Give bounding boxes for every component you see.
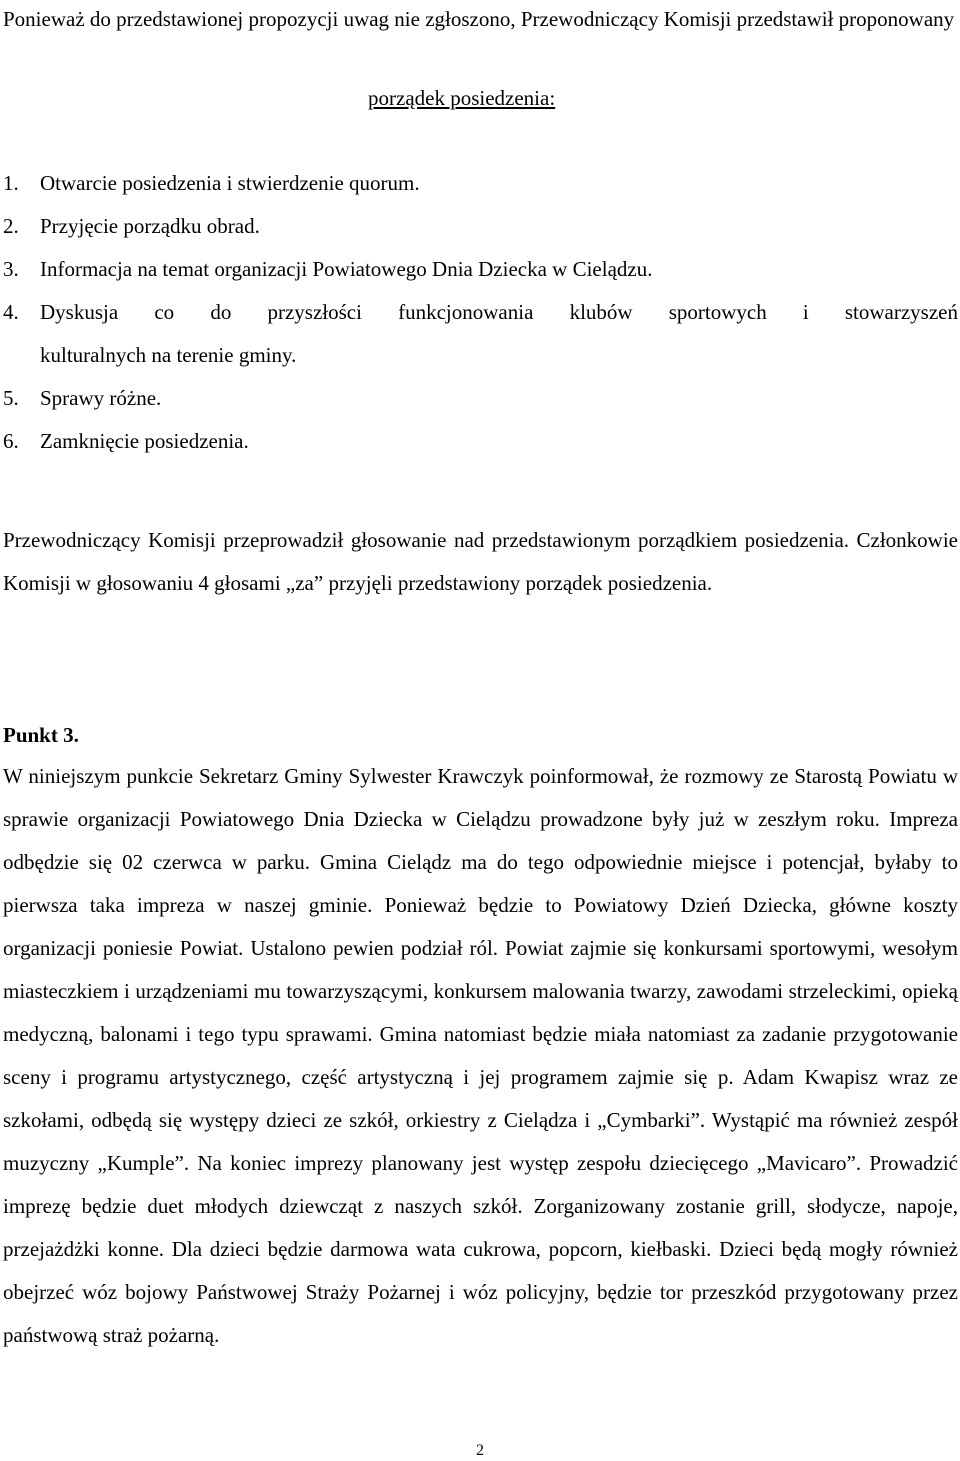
agenda-item-number: 1.: [3, 171, 19, 195]
agenda-item: [3, 248, 958, 291]
agenda-item: [3, 377, 958, 420]
agenda-item-text: Zamknięcie posiedzenia.: [40, 429, 249, 453]
intro-paragraph: Ponieważ do przedstawionej propozycji uwag nie zgłoszono, Przewodniczący Komisji przedstawił proponowany: [3, 7, 955, 31]
agenda-item: [3, 162, 958, 205]
agenda-item-text-continuation: kulturalnych na terenie gminy.: [40, 343, 297, 367]
agenda-item-number: 4.: [3, 300, 19, 324]
page-number: 2: [476, 1442, 484, 1459]
agenda-item: [3, 291, 958, 334]
agenda-heading: porządek posiedzenia:: [368, 86, 556, 110]
agenda-item-text: Otwarcie posiedzenia i stwierdzenie quorum.: [40, 171, 420, 195]
section-body-paragraph: W niniejszym punkcie Sekretarz Gminy Sylwester Krawczyk poinformował, że rozmowy ze Starostą Powiatu w sprawie organizacji Powiatowego Dnia Dziecka w Cielądzu prowadzone były już w zeszłym roku. Impreza odbędzie się 02 czerwca w parku. Gmina Cielądz ma do tego odpowiednie miejsce i potencjał, byłaby to pierwsza taka impreza w naszej gminie. Ponieważ będzie to Powiatowy Dzień Dziecka, główne koszty organizacji poniesie Powiat. Ustalono pewien podział ról. Powiat zajmie się konkursami sportowymi, wesołym miasteczkiem i urządzeniami mu towarzyszącymi, konkursem malowania twarzy, zawodami strzeleckimi, opieką medyczną, balonami i tego typu sprawami. Gmina natomiast będzie miała natomiast za zadanie przygotowanie sceny i programu artystycznego, część artystyczną i jej programem zajmie się p. Adam Kwapisz wraz ze szkołami, odbędą się występy dzieci ze szkół, orkiestry z Cielądza i „Cymbarki”. Wystąpić ma również zespół muzyczny „Kumple”. Na koniec imprezy planowany jest występ zespołu dziecięcego „Mavicaro”. Prowadzić imprezę będzie duet młodych dziewcząt z naszych szkół. Zorganizowany zostanie grill, słodycze, napoje, przejażdżki konne. Dla dzieci będzie darmowa wata cukrowa, popcorn, kiełbaski. Dzieci będą mogły również obejrzeć wóz bojowy Państwowej Straży Pożarnej i wóz policyjny, będzie tor przeszkód przygotowany przez państwową straż pożarną.: [3, 764, 958, 1347]
agenda-item-text: Informacja na temat organizacji Powiatowego Dnia Dziecka w Cielądzu.: [40, 257, 653, 281]
agenda-item-number: 3.: [3, 257, 19, 281]
vote-paragraph: Przewodniczący Komisji przeprowadził głosowanie nad przedstawionym porządkiem posiedzenia. Członkowie Komisji w głosowaniu 4 głosami „za” przyjęli przedstawiony porządek posiedzenia.: [3, 528, 958, 595]
section-heading: Punkt 3.: [3, 723, 79, 747]
agenda-item-number: 6.: [3, 429, 19, 453]
agenda-item-number: 5.: [3, 386, 19, 410]
agenda-item-text: Dyskusja co do przyszłości funkcjonowania klubów sportowych i stowarzyszeń: [40, 300, 958, 324]
agenda-item-number: 2.: [3, 214, 19, 238]
document-page: [3, 0, 958, 1460]
agenda-item: [3, 420, 958, 463]
agenda-item-text: Sprawy różne.: [40, 386, 162, 410]
agenda-list: [3, 162, 958, 463]
agenda-item-continuation: [3, 334, 958, 377]
agenda-item: [3, 205, 958, 248]
agenda-item-text: Przyjęcie porządku obrad.: [40, 214, 260, 238]
